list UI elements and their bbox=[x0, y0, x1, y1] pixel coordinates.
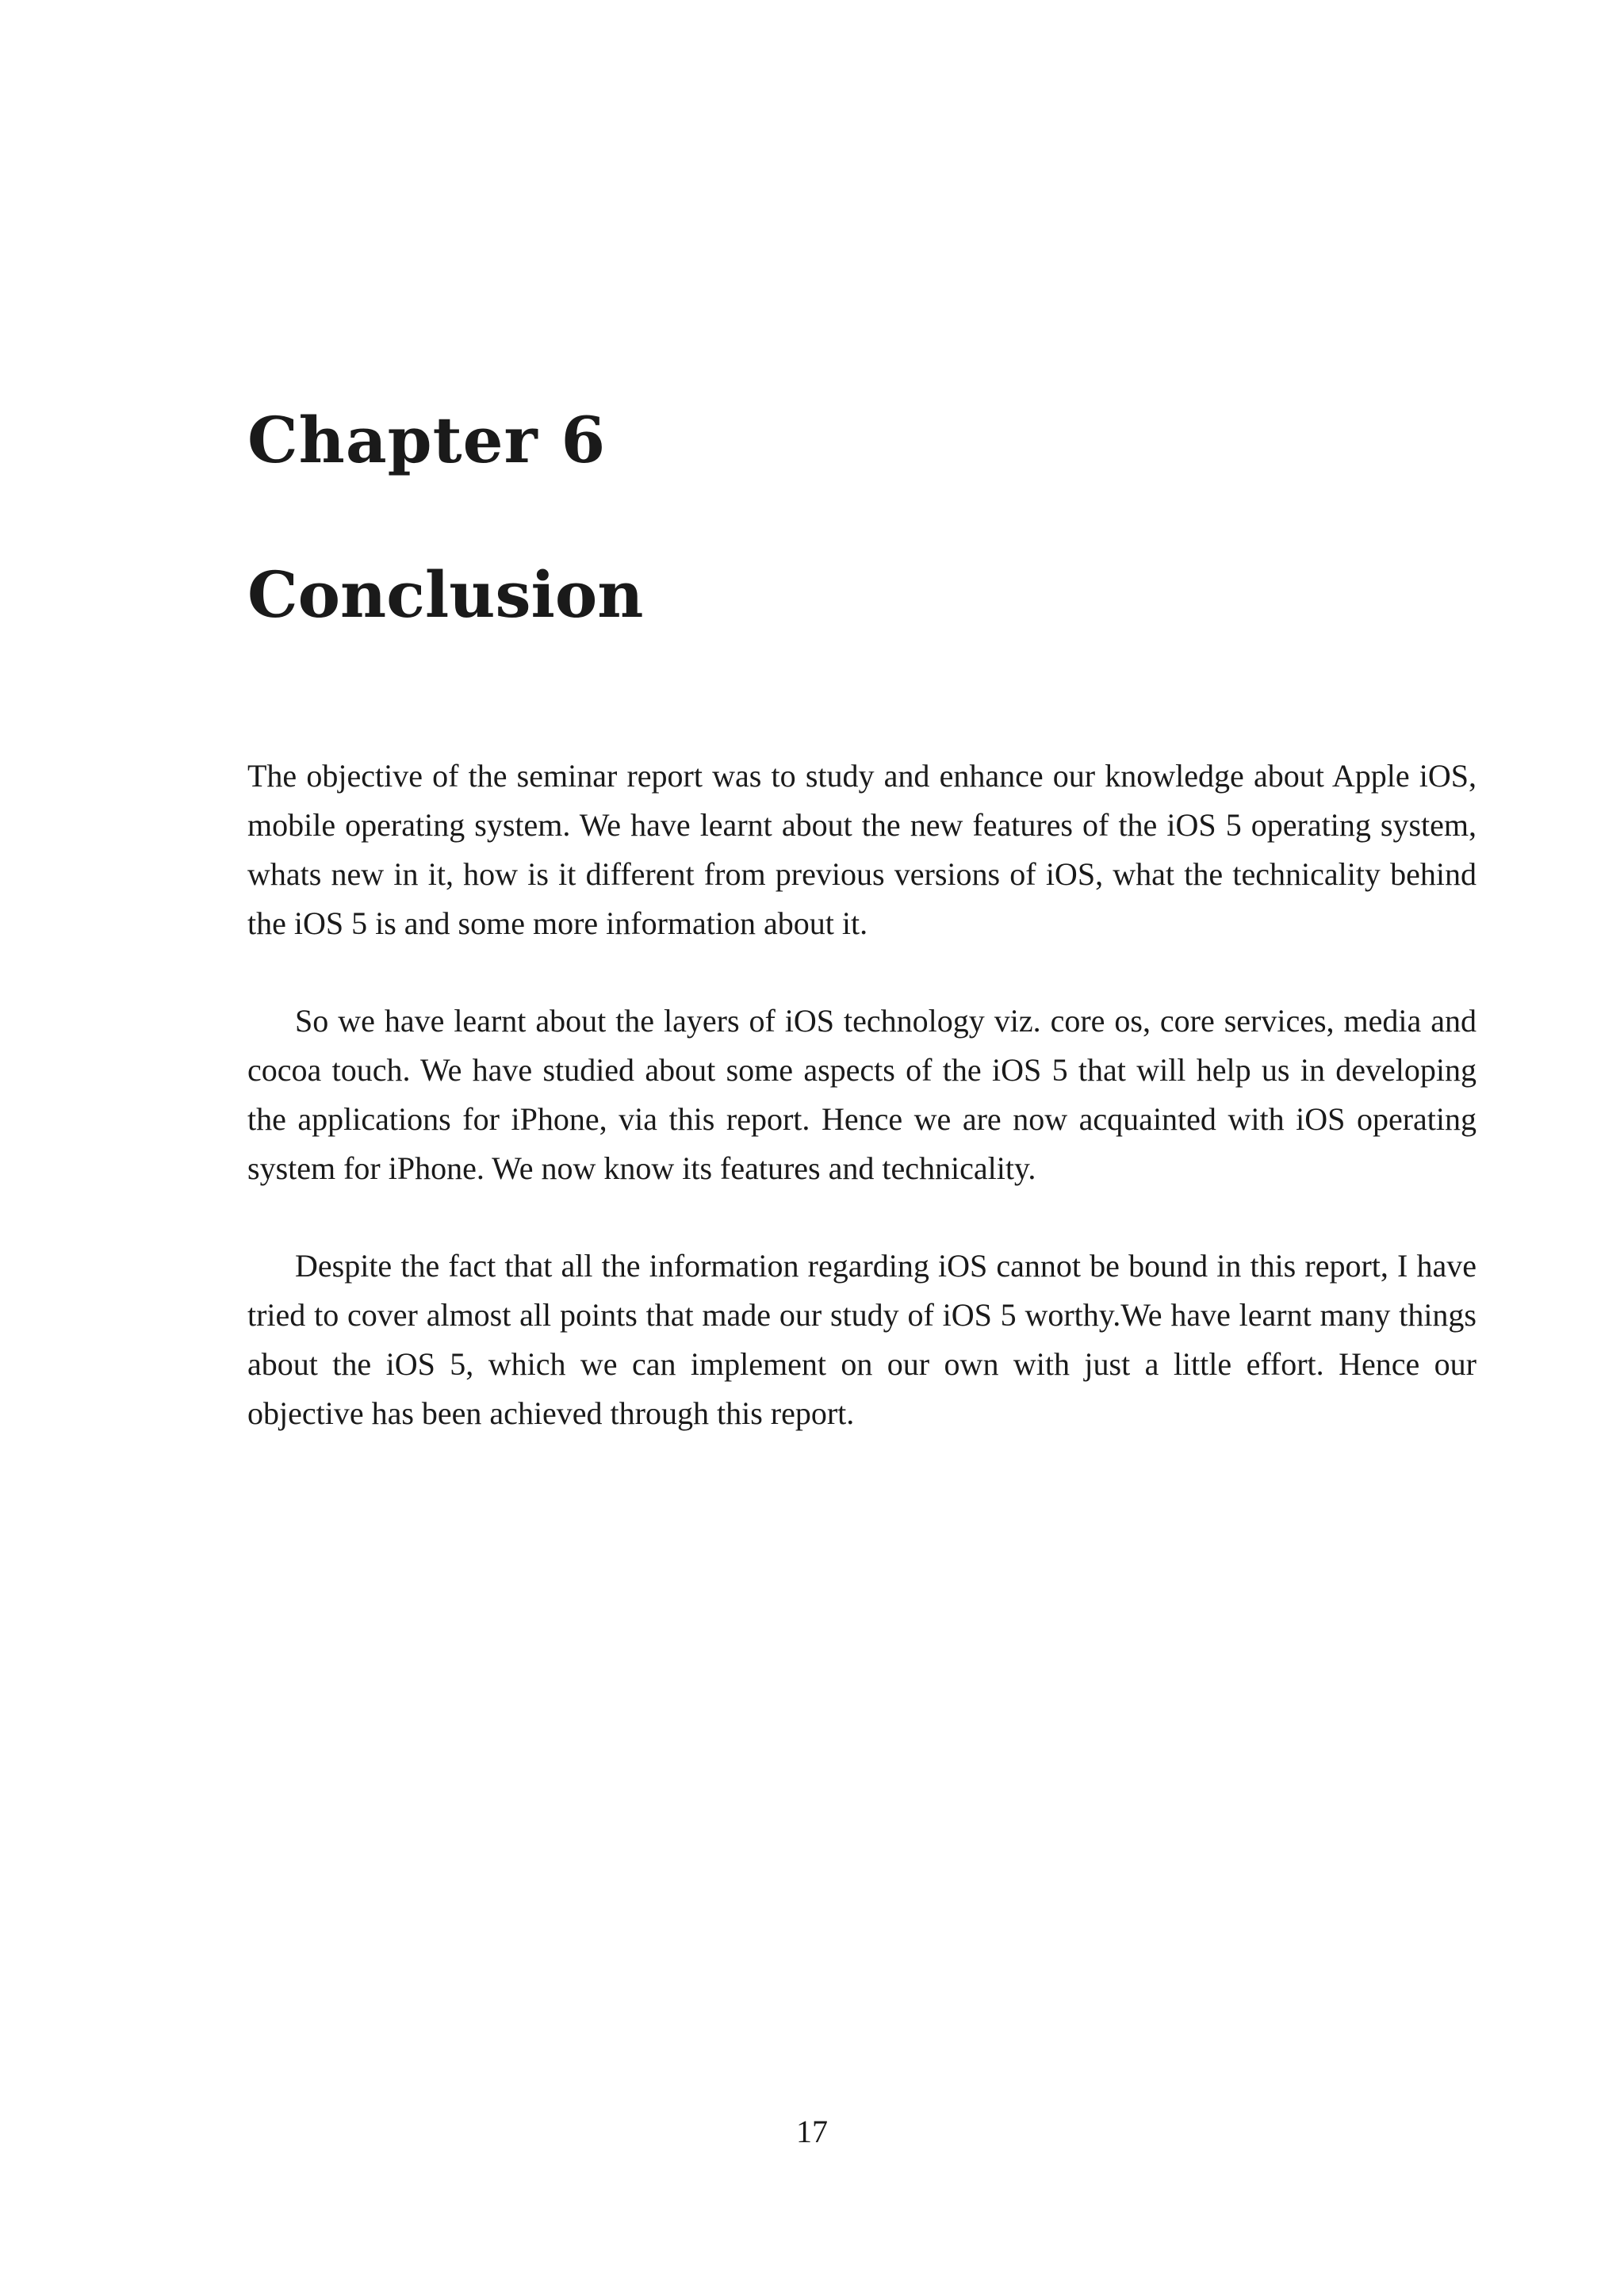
paragraph-1: The objective of the seminar report was to study and enhance our knowledge about Apple iOS, mobile operating system. We have learnt about the new features of the iOS 5 operating system, whats new in it, how is it different from previous versions of iOS, what the technicality behind the iOS 5 is and some more information about it. bbox=[247, 758, 1477, 941]
paragraph-3: Despite the fact that all the information regarding iOS cannot be bound in this report, I have tried to cover almost all points that made our study of iOS 5 worthy.We have learnt many things about the iOS 5, which we can implement on our own with just a little effort. Hence our objective has been achieved through this report. bbox=[247, 1248, 1477, 1431]
paragraph-2: So we have learnt about the layers of iOS technology viz. core os, core services, media and cocoa touch. We have studied about some aspects of the iOS 5 that will help us in developing the applications for iPhone, via this report. Hence we are now acquainted with iOS operating system for iPhone. We now know its features and technicality. bbox=[247, 1003, 1477, 1186]
page-number: 17 bbox=[796, 2114, 828, 2149]
chapter-body bbox=[247, 752, 1477, 1487]
chapter-number: Chapter 6 bbox=[247, 403, 607, 477]
chapter-title: Conclusion bbox=[247, 557, 644, 632]
